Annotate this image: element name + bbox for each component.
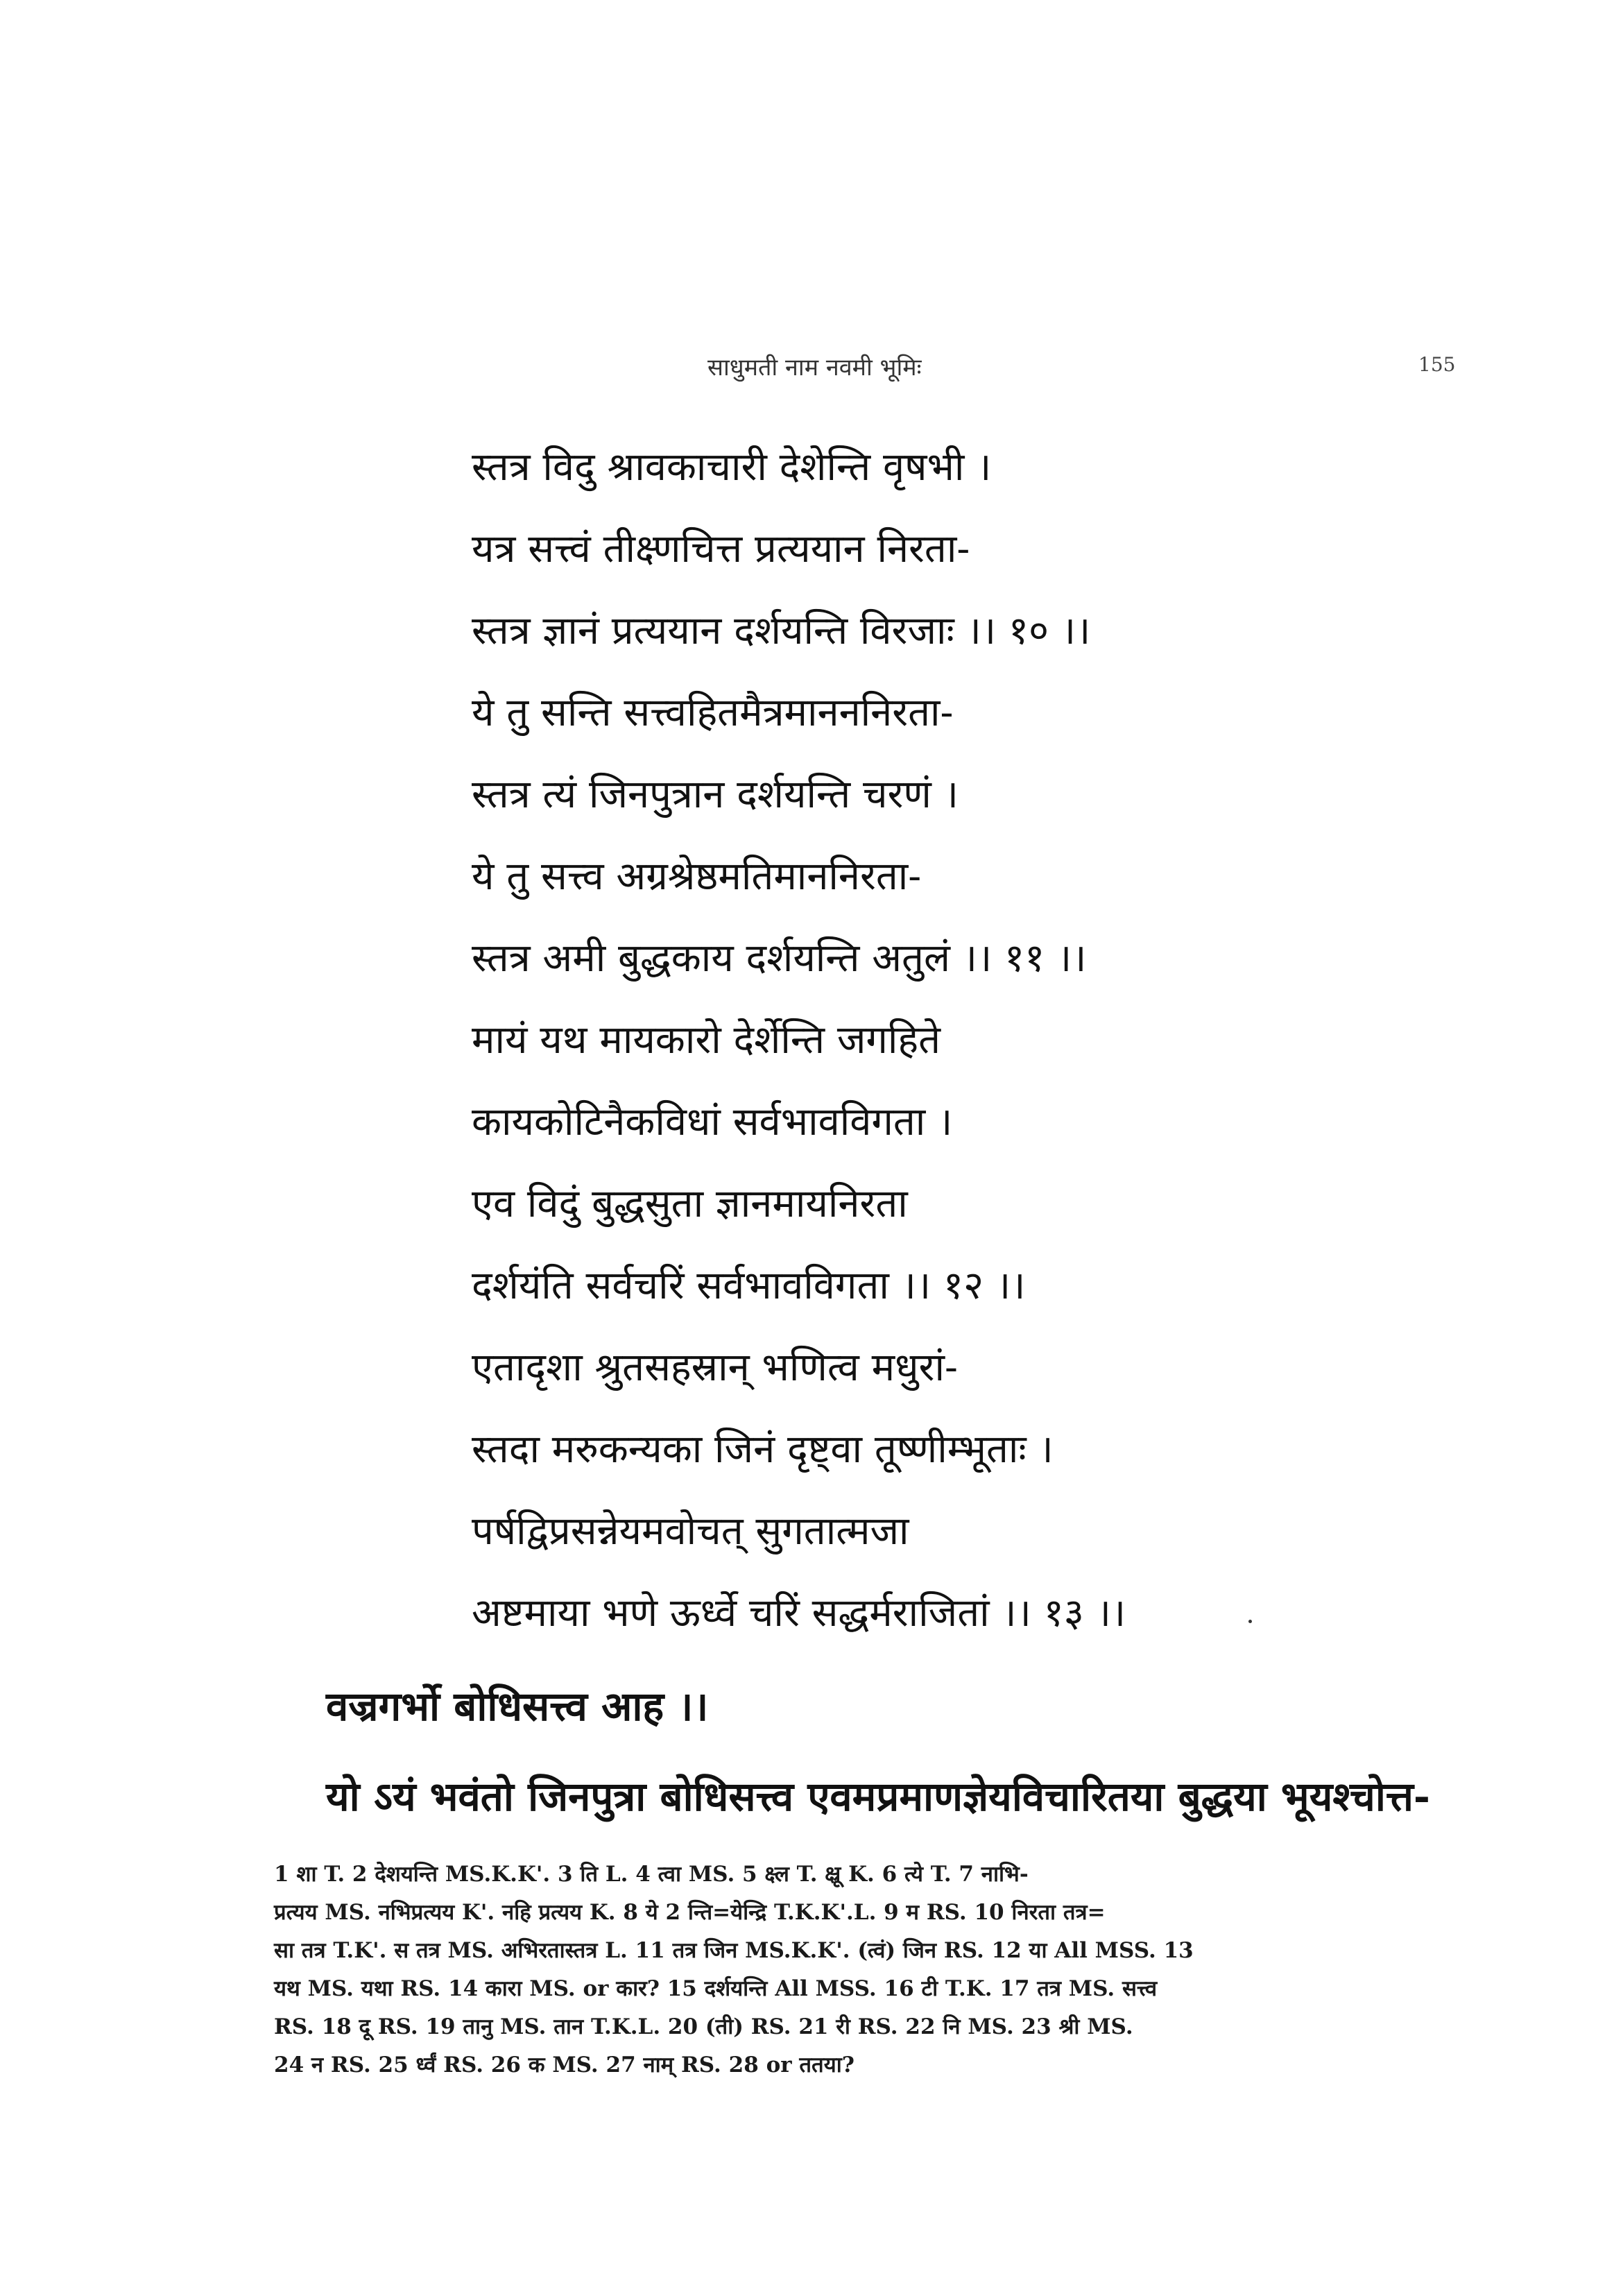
footnote-line: 24 न RS. 25 र्ध्वं RS. 26 क MS. 27 नाम् RS. 28 or ततया? [274,2053,855,2077]
verse-line: कायकोटिनैकविधां सर्वभावविगता । [472,1099,953,1145]
footnote-line: RS. 18 दू RS. 19 तानु MS. तान T.K.L. 20 (ती) RS. 21 री RS. 22 नि MS. 23 श्री MS. [274,2014,1133,2039]
footnote-line: प्रत्यय MS. नभिप्रत्यय K'. नहि प्रत्यय K. 8 ये 2 न्ति=येन्द्रि T.K.K'.L. 9 म RS. 10 निरता तत्र= [274,1900,1106,1925]
verse-line: पर्षद्विप्रसन्नेयमवोचत् सुगतात्मजा [472,1509,909,1554]
footnote-line: यथ MS. यथा RS. 14 कारा MS. or कार? 15 दर्शयन्ति All MSS. 16 टी T.K. 17 तत्र MS. सत्त्व [274,1976,1158,2001]
verse-line: एतादृशा श्रुतसहस्रान् भणित्व मधुरां- [472,1345,958,1390]
footnote-line: सा तत्र T.K'. स तत्र MS. अभिरतास्तत्र L. 11 तत्र जिन MS.K.K'. (त्वं) जिन RS. 12 या All MSS. 13 [274,1938,1194,1963]
verse-line: ये तु सन्ति सत्त्वहितमैत्रमानननिरता- [472,690,954,735]
verse-line: स्तत्र विदु श्रावकाचारी देशेन्ति वृषभी । [472,445,992,490]
verse-block [472,427,1512,1654]
page-header [0,350,1623,392]
verse-line: अष्टमाया भणे ऊर्ध्वे चरिं सद्धर्मराजितां ।। १३ ।। [472,1591,1126,1636]
page-number: 155 [1418,353,1456,376]
speaker-line: वज्रगर्भो बोधिसत्त्व आह ।। [326,1683,709,1730]
verse-line: स्तत्र ज्ञानं प्रत्ययान दर्शयन्ति विरजाः ।। १० ।। [472,608,1091,653]
verse-line: यत्र सत्त्वं तीक्ष्णचित्त प्रत्ययान निरता- [472,526,970,572]
verse-line: स्तत्र त्यं जिनपुत्रान दर्शयन्ति चरणं । [472,772,959,817]
verse-line: स्तत्र अमी बुद्धकाय दर्शयन्ति अतुलं ।। ११ ।। [472,936,1087,981]
ink-speck [1248,1620,1252,1623]
footnotes [274,1856,1467,2084]
verse-line: दर्शयंति सर्वचरिं सर्वभावविगता ।। १२ ।। [472,1263,1026,1308]
verse-line: स्तदा मरुकन्यका जिनं दृष्ट्वा तूष्णीम्भूताः । [472,1427,1054,1472]
footnote-line: 1 शा T. 2 देशयन्ति MS.K.K'. 3 ति L. 4 त्वा MS. 5 क्ष्ल T. क्ष्रू K. 6 त्ये T. 7 नाभि- [274,1862,1029,1887]
verse-line: एव विदुं बुद्धसुता ज्ञानमायनिरता [472,1181,908,1226]
verse-line: मायं यथ मायकारो देर्शेन्ति जगहिते [472,1018,941,1063]
prose-line: यो ऽयं भवंतो जिनपुत्रा बोधिसत्त्व एवमप्रमाणज्ञेयविचारितया बुद्धया भूयश्चोत्त- [326,1773,1430,1820]
verse-line: ये तु सत्त्व अग्रश्रेष्ठमतिमाननिरता- [472,854,922,899]
running-title: साधुमती नाम नवमी भूमिः [707,354,922,382]
